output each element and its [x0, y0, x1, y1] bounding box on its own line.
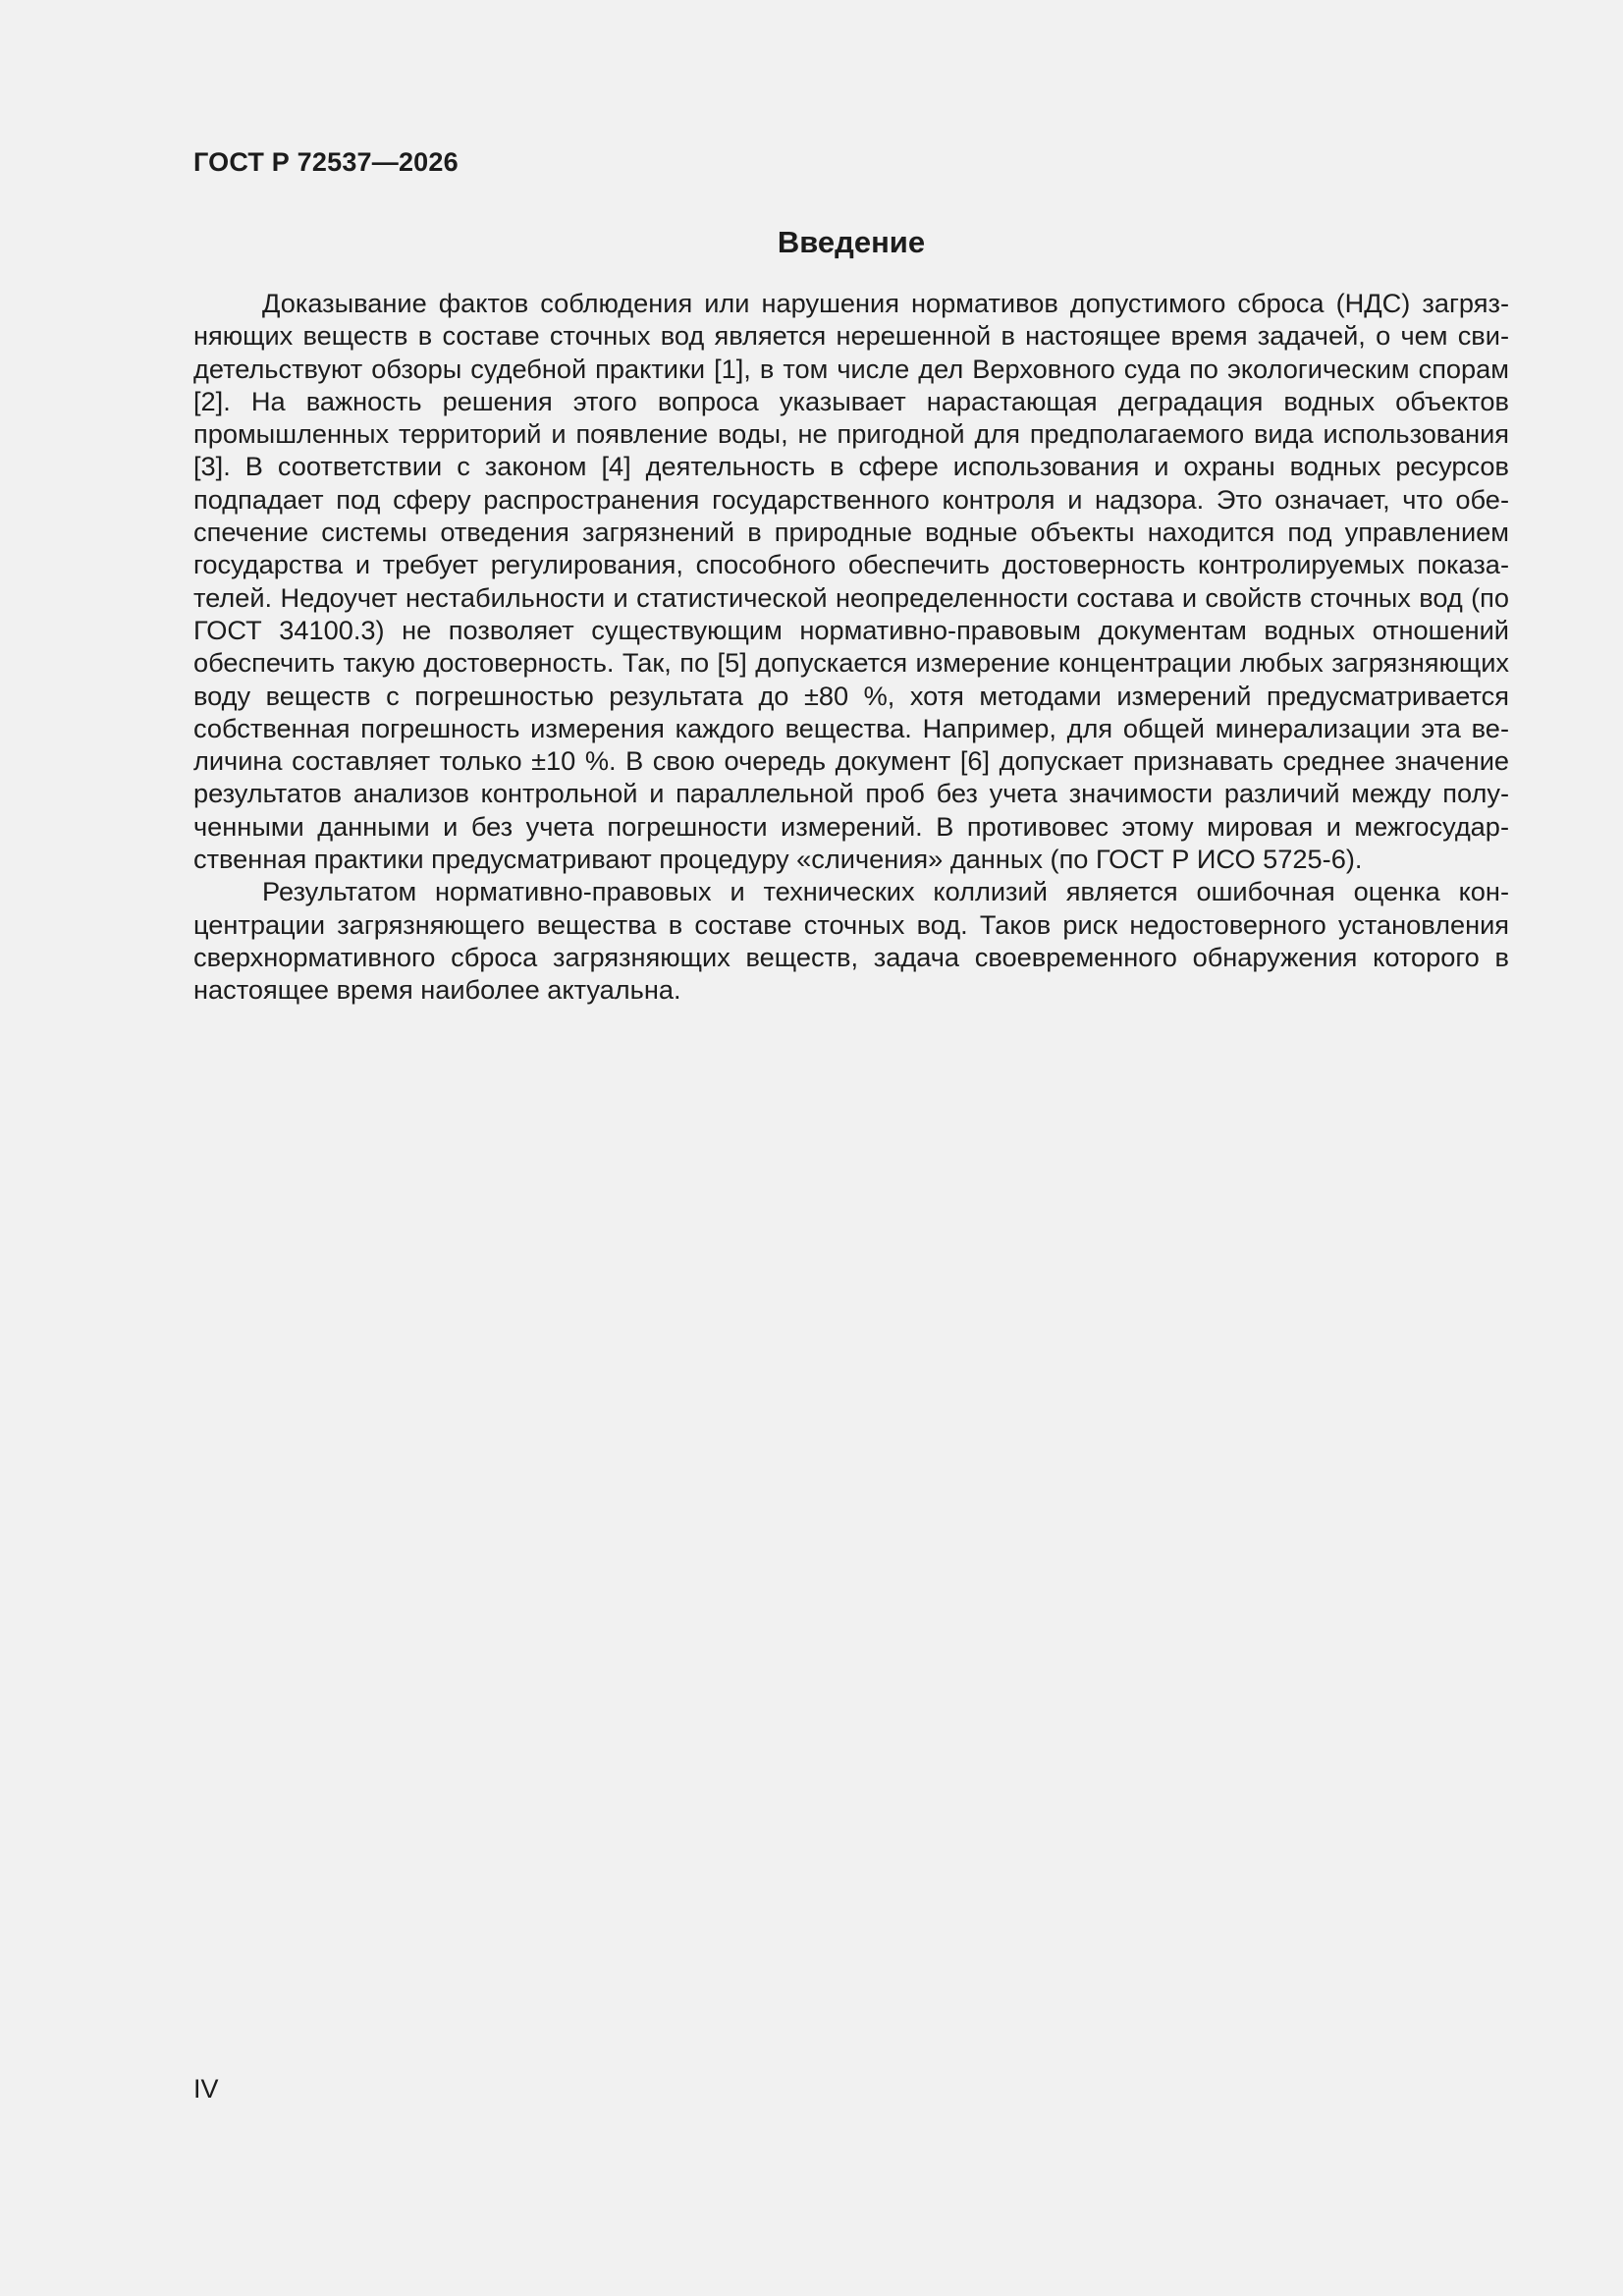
section-title: Введение: [777, 225, 926, 259]
document-code: ГОСТ Р 72537—2026: [193, 147, 459, 177]
paragraph: Результатом нормативно-правовых и технических коллизий является ошибочная оценка концентрации загрязняющего вещества в составе сточных вод. Таков риск недостоверного установления сверхнормативного сброса загрязняющих веществ, задача своевременного обнаружения которого в настоящее время наиболее актуальна.: [193, 876, 1509, 1006]
body-text: [193, 287, 1509, 1007]
paragraph: Доказывание фактов соблюдения или нарушения нормативов допустимого сброса (НДС) загрязняющих веществ в составе сточных вод является нерешенной в настоящее время задачей, о чем свидетельствуют обзоры судебной практики [1], в том числе дел Верховного суда по экологическим спорам [2]. На важность решения этого вопроса указывает нарастающая деградация водных объектов промышленных территорий и появление воды, не пригодной для предполагаемого вида использования [3]. В соответствии с законом [4] деятельность в сфере использования и охраны водных ресурсов подпадает под сферу распространения государственного контроля и надзора. Это означает, что обеспечение системы отведения загрязнений в природные водные объекты находится под управлением государства и требует регулирования, способного обеспечить достоверность контролируемых показателей. Недоучет нестабильности и статистической неопределенности состава и свойств сточных вод (по ГОСТ 34100.3) не позволяет существующим нормативно-правовым документам водных отношений обеспечить такую достоверность. Так, по [5] допускается измерение концентрации любых загрязняющих воду веществ с погрешностью результата до ±80 %, хотя методами измерений предусматривается собственная погрешность измерения каждого вещества. Например, для общей минерализации эта величина составляет только ±10 %. В свою очередь документ [6] допускает признавать среднее значение результатов анализов контрольной и параллельной проб без учета значимости различий между полученными данными и без учета погрешности измерений. В противовес этому мировая и межгосударственная практики предусматривают процедуру «сличения» данных (по ГОСТ Р ИСО 5725-6).: [193, 288, 1509, 875]
page-number: IV: [193, 2074, 219, 2104]
